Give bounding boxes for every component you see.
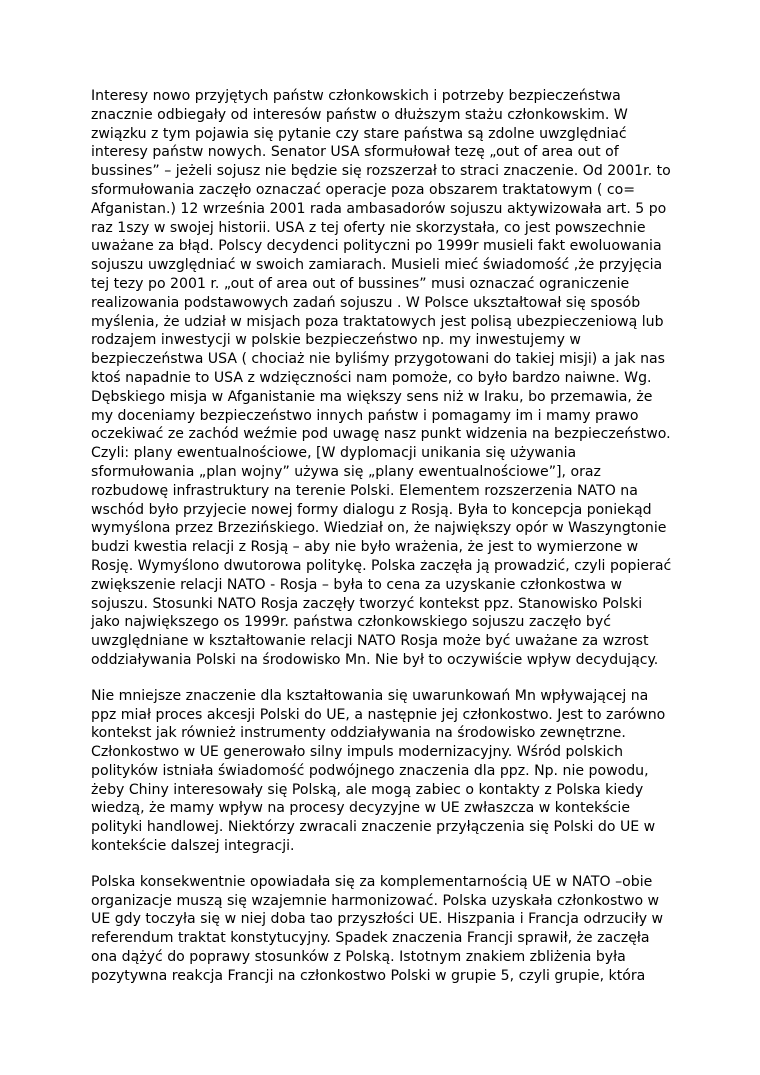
text-line: sojuszu. Stosunki NATO Rosja zaczęły tworzyć kontekst ppz. Stanowisko Polski xyxy=(91,595,643,612)
text-line: oddziaływania Polski na środowisko Mn. Nie był to oczywiście wpływ decydujący. xyxy=(91,651,659,668)
text-line: uwzględniane w kształtowanie relacji NATO Rosja może być uważane za wzrost xyxy=(91,633,649,650)
text-line: wiedzą, że mamy wpływ na procesy decyzyjne w UE zwłaszcza w kontekście xyxy=(91,800,631,817)
text-line: zwiększenie relacji NATO - Rosja – była to cena za uzyskanie członkostwa w xyxy=(91,576,622,593)
text-line: bussines” – jeżeli sojusz nie będzie się rozszerzał to straci znaczenie. Od 2001r. to xyxy=(91,163,671,180)
text-line: sformułowania zaczęło oznaczać operacje poza obszarem traktatowym ( co= xyxy=(91,181,635,198)
text-line: Rosję. Wymyślono dwutorowa politykę. Polska zaczęła ją prowadzić, czyli popierać xyxy=(91,557,672,574)
text-line: żeby Chiny interesowały się Polską, ale mogą zabiec o kontakty z Polska kiedy xyxy=(91,781,644,798)
text-line: my doceniamy bezpieczeństwo innych państw i pomagamy im i mamy prawo xyxy=(91,407,639,424)
text-line: pozytywna reakcja Francji na członkostwo Polski w grupie 5, czyli grupie, która xyxy=(91,967,646,984)
text-line: wymyślona przez Brzezińskiego. Wiedział on, że największy opór w Waszyngtonie xyxy=(91,520,667,537)
text-line: Dębskiego misja w Afganistanie ma większy sens niż w Iraku, bo przemawia, że xyxy=(91,388,653,405)
text-line: Interesy nowo przyjętych państw członkowskich i potrzeby bezpieczeństwa xyxy=(91,88,621,104)
text-line: polityków istniała świadomość podwójnego znaczenia dla ppz. Np. nie powodu, xyxy=(91,762,649,779)
text-line: sformułowania „plan wojny” używa się „plany ewentualnościowe”], oraz xyxy=(91,463,601,480)
text-line: sojuszu uwzględniać w swoich zamiarach. Musieli mieć świadomość ,że przyjęcia xyxy=(91,257,663,274)
text-line: Czyli: plany ewentualnościowe, [W dyplomacji unikania się używania xyxy=(91,445,577,462)
paragraph-eu-accession xyxy=(91,687,669,856)
text-line: kontekście dalszej integracji. xyxy=(91,838,295,855)
text-line: Członkostwo w UE generowało silny impuls modernizacyjny. Wśród polskich xyxy=(91,744,624,761)
document-page xyxy=(91,87,672,986)
text-line: uważane za błąd. Polscy decydenci polityczni po 1999r musieli fakt ewoluowania xyxy=(91,238,662,255)
text-line: Polska konsekwentnie opowiadała się za komplementarnością UE w NATO –obie xyxy=(91,873,653,890)
text-line: ktoś napadnie to USA z wdzięczności nam pomoże, co było bardzo naiwne. Wg. xyxy=(91,369,652,386)
text-line: jako największego os 1999r. państwa członkowskiego sojuszu zaczęło być xyxy=(91,614,611,631)
text-line: realizowania podstawowych zadań sojuszu . W Polsce ukształtował się sposób xyxy=(91,294,641,311)
text-line: związku z tym pojawia się pytanie czy stare państwa są zdolne uwzględniać xyxy=(91,125,627,142)
text-line: Afganistan.) 12 września 2001 rada ambasadorów sojuszu aktywizowała art. 5 po xyxy=(91,200,667,217)
text-line: rodzajem inwestycji w polskie bezpieczeństwo np. my inwestujemy w xyxy=(91,332,581,349)
text-line: rozbudowę infrastruktury na terenie Polski. Elementem rozszerzenia NATO na xyxy=(91,482,638,499)
text-line: oczekiwać ze zachód weźmie pod uwagę nasz punkt widzenia na bezpieczeństwo. xyxy=(91,426,671,443)
text-line: tej tezy po 2001 r. „out of area out of bussines” musi oznaczać ograniczenie xyxy=(91,275,630,292)
paragraph-eu-nato-complementarity xyxy=(91,873,669,986)
text-line: myślenia, że udział w misjach poza traktatowych jest polisą ubezpieczeniową lub xyxy=(91,313,664,330)
text-line: bezpieczeństwa USA ( chociaż nie byliśmy przygotowani do takiej misji) a jak nas xyxy=(91,351,665,368)
text-line: organizacje muszą się wzajemnie harmonizować. Polska uzyskała członkostwo w xyxy=(91,892,660,909)
text-line: budzi kwestia relacji z Rosją – aby nie było wrażenia, że jest to wymierzone w xyxy=(91,539,639,556)
text-line: kontekst jak również instrumenty oddziaływania na środowisko zewnętrzne. xyxy=(91,725,626,742)
text-line: raz 1szy w swojej historii. USA z tej oferty nie skorzystała, co jest powszechnie xyxy=(91,219,646,236)
text-line: ppz miał proces akcesji Polski do UE, a następnie jej członkostwo. Jest to zarówno xyxy=(91,706,666,723)
text-line: znacznie odbiegały od interesów państw o dłuższym stażu członkowskim. W xyxy=(91,106,628,123)
text-line: polityki handlowej. Niektórzy zwracali znaczenie przyłączenia się Polski do UE w xyxy=(91,819,656,836)
text-line: wschód było przyjecie nowej formy dialogu z Rosją. Była to koncepcja poniekąd xyxy=(91,501,652,518)
text-line: Nie mniejsze znaczenie dla kształtowania się uwarunkowań Mn wpływającej na xyxy=(91,687,649,704)
text-line: interesy państw nowych. Senator USA sformułował tezę „out of area out of xyxy=(91,144,619,161)
text-line: referendum traktat konstytucyjny. Spadek znaczenia Francji sprawił, że zaczęła xyxy=(91,930,650,947)
text-line: UE gdy toczyła się w niej doba tao przyszłości UE. Hiszpania i Francja odrzuciły w xyxy=(91,911,664,928)
text-line: ona dążyć do poprawy stosunków z Polską. Istotnym znakiem zbliżenia była xyxy=(91,949,626,966)
paragraph-nato-expansion xyxy=(91,87,672,670)
